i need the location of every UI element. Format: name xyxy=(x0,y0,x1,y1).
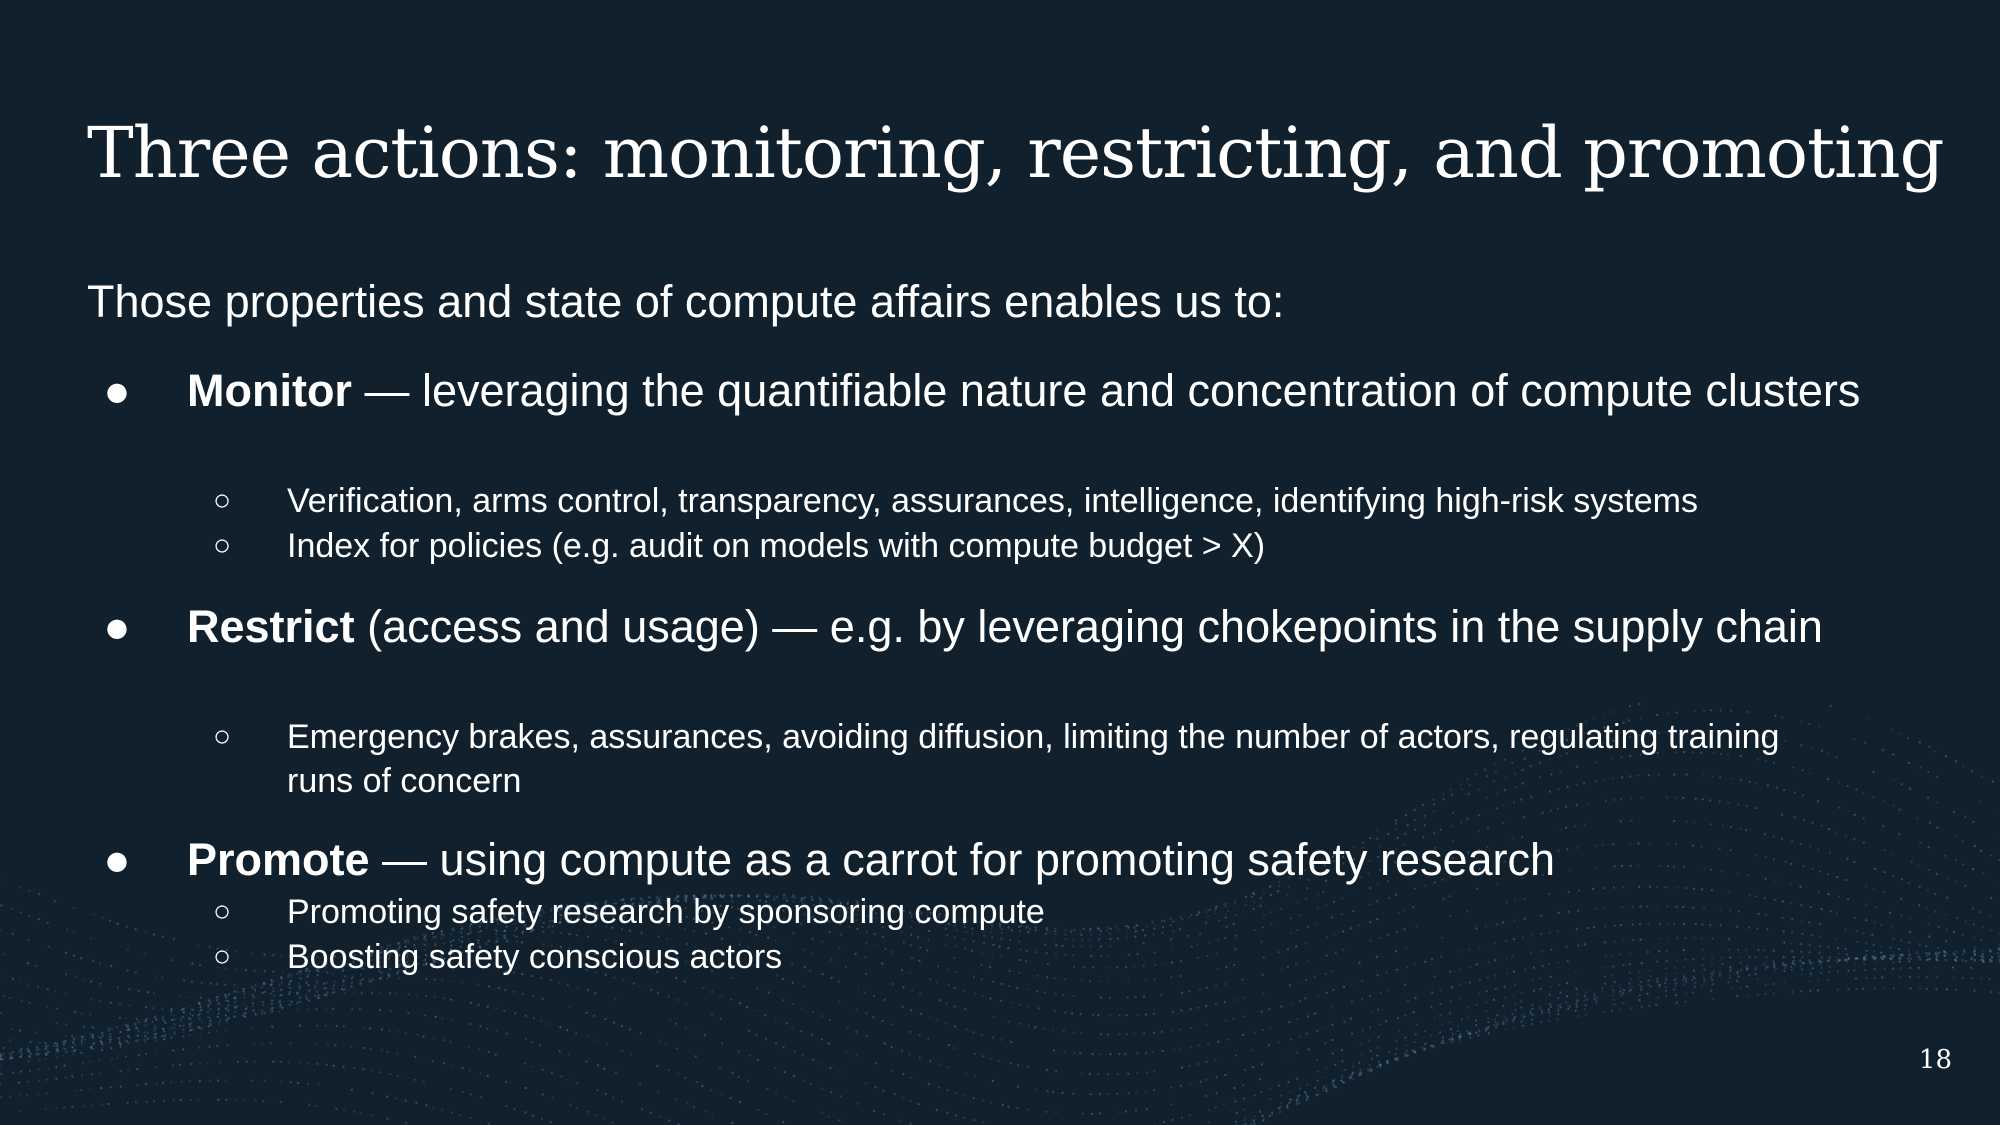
sub-bullet-icon: ○ xyxy=(212,484,232,517)
sub-item-text: Index for policies (e.g. audit on models with compute budget > X) xyxy=(287,527,1266,565)
sub-item xyxy=(212,524,1887,568)
slide-title: Three actions: monitoring, restricting, and promoting xyxy=(87,112,1944,194)
bullet-icon: ● xyxy=(103,601,131,652)
intro-text: Those properties and state of compute affairs enables us to: xyxy=(87,276,1285,327)
bullet-monitor-heading: Monitor xyxy=(187,365,352,416)
sub-bullet-icon: ○ xyxy=(212,529,232,562)
bullet-monitor xyxy=(103,362,1907,420)
page-number: 18 xyxy=(1918,1045,1952,1075)
sub-bullet-icon: ○ xyxy=(212,895,232,928)
bullet-restrict-text: (access and usage) — e.g. by leveraging chokepoints in the supply chain xyxy=(354,601,1823,652)
sub-bullet-icon: ○ xyxy=(212,720,232,753)
sub-bullet-icon: ○ xyxy=(212,940,232,973)
bullet-icon: ● xyxy=(103,365,131,416)
sub-item-text: Emergency brakes, assurances, avoiding diffusion, limiting the number of actors, regulating training runs of concern xyxy=(287,718,1780,800)
sub-item xyxy=(212,479,1887,523)
bullet-promote-heading: Promote xyxy=(187,834,370,885)
bullet-restrict xyxy=(103,598,1907,656)
sub-item xyxy=(212,935,1887,979)
sub-item-text: Boosting safety conscious actors xyxy=(287,938,783,976)
sub-item-text: Promoting safety research by sponsoring compute xyxy=(287,893,1045,931)
sub-item-text: Verification, arms control, transparency, assurances, intelligence, identifying high-risk systems xyxy=(287,482,1698,520)
sub-item xyxy=(212,715,1847,803)
bullet-monitor-text: — leveraging the quantifiable nature and concentration of compute clusters xyxy=(351,365,1861,416)
bullet-restrict-heading: Restrict xyxy=(187,601,355,652)
sub-item xyxy=(212,890,1887,934)
bullet-icon: ● xyxy=(103,834,131,885)
bullet-promote xyxy=(103,831,1907,889)
bullet-promote-text: — using compute as a carrot for promoting safety research xyxy=(369,834,1556,885)
